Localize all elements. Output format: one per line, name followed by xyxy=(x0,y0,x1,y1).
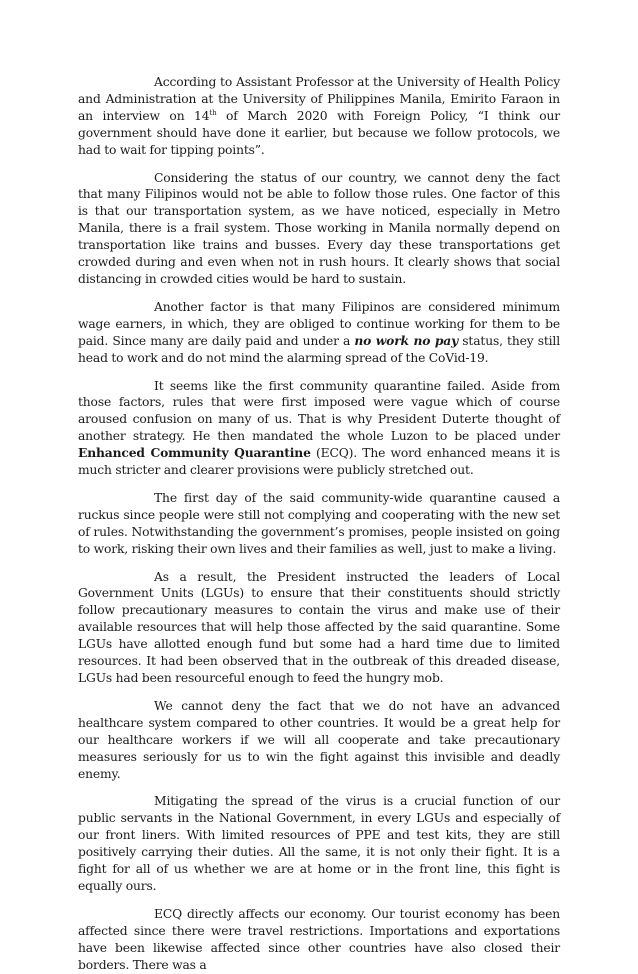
paragraph-text: status, they still head to work and do not mind the alarming spread of the CoVid-19. xyxy=(78,333,561,365)
paragraph-transportation: Considering the status of our country, we cannot deny the fact that many Filipinos would not be able to follow those rules. One factor of this is that our transportation system, as we have noticed, especially in Metro Manila, there is a frail system. Those working in Manila normally depend on transportation like trains and busses. Every day these transportations get crowded during and even when not in rush hours. It clearly shows that social distancing in crowded cities would be hard to sustain. xyxy=(78,170,560,286)
paragraph-text: According to Assistant Professor at the University of Health Policy and Administration at the University of Philippines Manila, Emirito Faraon in an interview on 14 xyxy=(78,75,560,123)
paragraph-minimum-wage xyxy=(78,299,560,367)
paragraph-text: It seems like the first community quarantine failed. Aside from those factors, rules that were first imposed were vague which of course aroused confusion on many of us. That is why President Duterte thought of another strategy. He then mandated the whole Luzon to be placed under xyxy=(78,378,560,444)
paragraph-text: (ECQ). The word enhanced means it is much stricter and clearer provisions were publicly stretched out. xyxy=(78,446,560,478)
paragraph-first-day: The first day of the said community-wide quarantine caused a ruckus since people were still not complying and cooperating with the new set of rules. Notwithstanding the government’s promises, people insisted on going to work, risking their own lives and their families as well, just to make a living. xyxy=(78,490,560,556)
paragraph-economy: ECQ directly affects our economy. Our tourist economy has been affected since there were travel restrictions. Importations and exportations have been likewise affected since other countries have also closed their borders. There was a xyxy=(78,906,560,972)
paragraph-faraon-interview xyxy=(78,74,560,159)
emphasis-no-work-no-pay: no work no pay xyxy=(354,332,459,348)
paragraph-healthcare: We cannot deny the fact that we do not have an advanced healthcare system compared to other countries. It would be a great help for our healthcare workers if we will all cooperate and take precautionary measures seriously for us to win the fight against this invisible and deadly enemy. xyxy=(78,698,560,781)
paragraph-text: Another factor is that many Filipinos are considered minimum wage earners, in which, they are obliged to continue working for them to be paid. Since many are daily paid and under a xyxy=(78,299,560,348)
paragraph-front-liners: Mitigating the spread of the virus is a crucial function of our public servants in the National Government, in every LGUs and especially of our front liners. With limited resources of PPE and test kits, they are still positively carrying their duties. All the same, it is not only their fight. It is a fight for all of us whether we are at home or in the front line, this fight is equally ours. xyxy=(78,794,560,893)
ordinal-suffix: th xyxy=(209,108,217,117)
emphasis-enhanced-community-quarantine: Enhanced Community Quarantine xyxy=(78,445,311,461)
paragraph-lgus: As a result, the President instructed the leaders of Local Government Units (LGUs) to ensure that their constituents should strictly follow precautionary measures to contain the virus and make use of their available resources that will help those affected by the said quarantine. Some LGUs have allotted enough fund but some had a hard time due to limited resources. It had been observed that in the outbreak of this dreaded disease, LGUs had been resourceful enough to feed the hungry mob. xyxy=(78,569,560,685)
paragraph-ecq-strategy xyxy=(78,378,560,479)
paragraph-text: of March 2020 with Foreign Policy, “I think our government should have done it earlier, but because we follow protocols, we had to wait for tipping points”. xyxy=(78,108,561,157)
